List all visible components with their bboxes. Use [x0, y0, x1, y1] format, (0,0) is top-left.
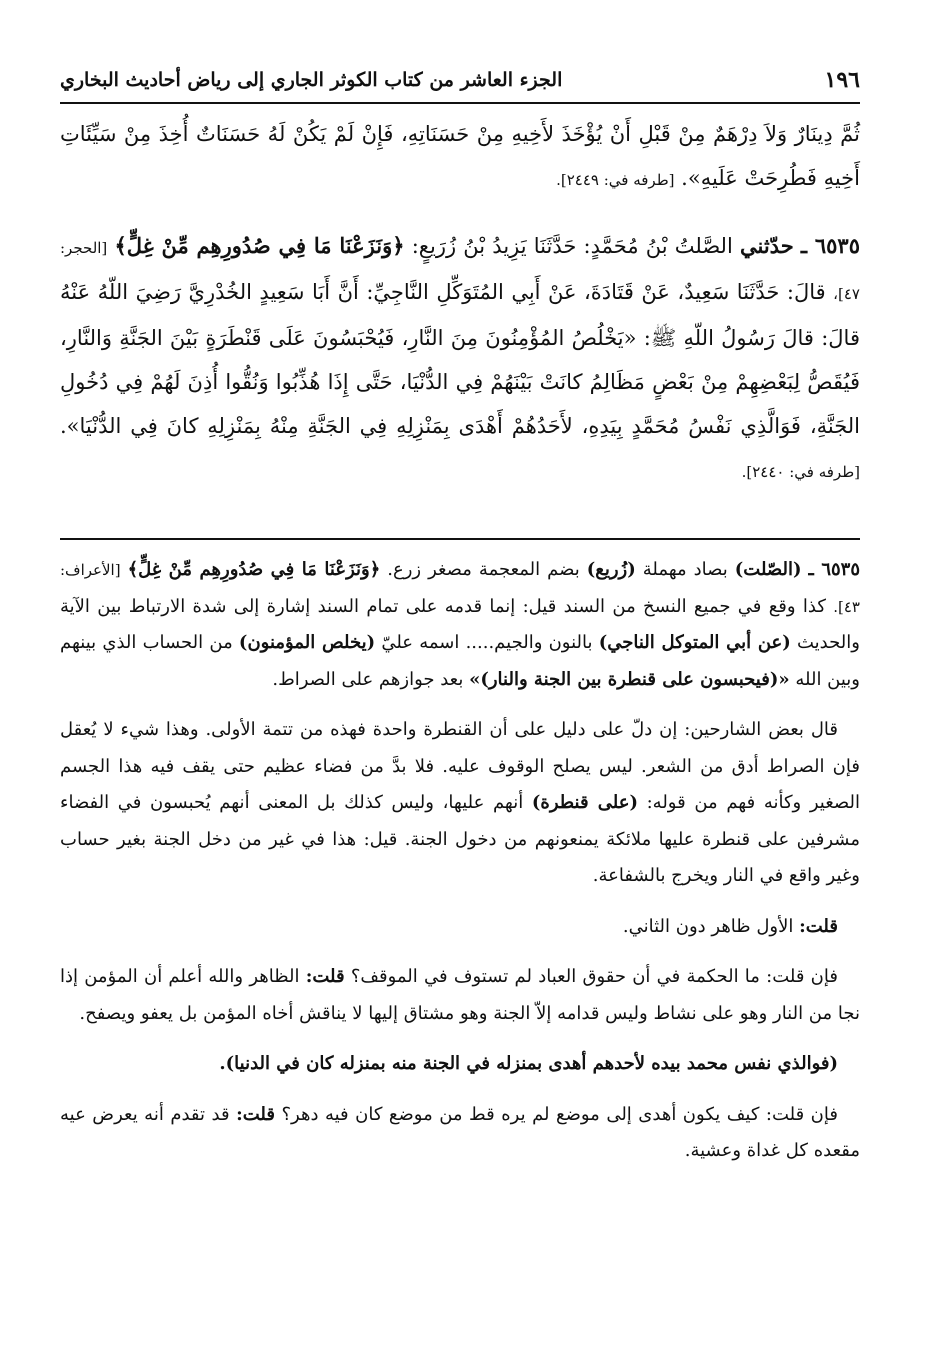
quran-ayah: ﴿وَنَزَعْنَا مَا فِي صُدُورِهِم مِّنْ غِلٍّ﴾ [127, 559, 381, 580]
footnote-separator [60, 538, 860, 540]
reference: [طرفه في: ٢٤٤٩]. [556, 171, 675, 189]
qultu-label: قلت: [236, 1103, 275, 1125]
page-header [60, 60, 860, 100]
narrator-lead: حدّثني [739, 233, 794, 258]
header-rule [60, 102, 860, 104]
commentary-paragraph: فإن قلت: كيف يكون أهدى إلى موضع لم يره قط من موضع كان فيه دهر؟ قلت: قد تقدم أنه يعرض عيه مقعده كل غداة وعشية. [60, 1103, 860, 1161]
page-number: ١٩٦ [824, 67, 860, 93]
commentary-paragraph: قلت: الأول ظاهر دون الثاني. [622, 915, 838, 937]
commentary-paragraph: فإن قلت: ما الحكمة في أن حقوق العباد لم تستوف في الموقف؟ قلت: الظاهر والله أعلم أن المؤمن إذا نجا من النار وهو على نشاط وليس قدامه إلاّ الجنة وهو مشتاق إليها لا يناقش أخاه المؤمن بل يعفو ويصفح. [60, 966, 860, 1024]
commentary-text [60, 552, 860, 1184]
hadith-6535: ٦٥٣٥ ـ حدّثني الصَّلتُ بْنُ مُحَمَّدٍ: حَدَّثَنَا يَزِيدُ بْنُ زُرَيعٍ: ﴿وَنَزَعْنَا مَا فِي صُدُورِهِم مِّنْ غِلٍّ﴾ [الحجر: ٤٧]، قالَ: حَدَّثَنَا سَعِيدٌ، عَنْ قَتَادَةَ، عَنْ أَبِي المُتَوَكِّلِ النَّاجِيِّ: أَنَّ أَبَا سَعِيدٍ الخُدْرِيَّ رَضِيَ اللّهُ عَنْهُ قالَ: قالَ رَسُولُ اللّهِ ﷺ: «يَخْلُصُ المُؤْمِنُونَ مِنَ النَّارِ، فَيُحْبَسُونَ عَلَى قَنْطَرَةٍ بَيْنَ الجَنَّةِ وَالنَّارِ، فَيُقَصُّ لِبَعْضِهِمْ مِنْ بَعْضٍ مَظَالِمُ كانَتْ بَيْنَهُمْ فِي الدُّنْيَا، حَتَّى إِذَا هُذِّبُوا وَنُقُّوا أُذِنَ لَهُمْ فِي دُخُولِ الجَنَّةِ، فَوَالَّذِي نَفْسُ مُحَمَّدٍ بِيَدِهِ، لأَحَدُهُمْ أَهْدَى بِمَنْزِلِهِ فِي الجَنَّةِ مِنْهُ بِمَنْزِلِهِ كانَ فِي الدُّنْيَا». [طرفه في: ٢٤٤٠]. [60, 233, 860, 481]
reference: [طرفه في: ٢٤٤٠]. [741, 463, 860, 481]
hadith-quote: (فوالذي نفس محمد بيده لأحدهم أهدى بمنزله في الجنة منه بمنزله كان في الدنيا). [219, 1053, 838, 1074]
commentary-paragraph [60, 1046, 860, 1083]
qultu-label: قلت: [305, 966, 345, 987]
hadith-text [60, 112, 860, 494]
hadith-number: ٦٥٣٥ ـ [800, 233, 860, 258]
running-title: الجزء العاشر من كتاب الكوثر الجاري إلى رياض أحاديث البخاري [60, 69, 563, 91]
ayah-reference: [الحجر: ٤٧]، [60, 239, 860, 303]
quran-ayah: ﴿وَنَزَعْنَا مَا فِي صُدُورِهِم مِّنْ غِلٍّ﴾ [114, 233, 405, 258]
commentary-paragraph: ٦٥٣٥ ـ (الصّلت) بصاد مهملة (زُريع) بضم المعجمة مصغر زرع. ﴿وَنَزَعْنَا مَا فِي صُدُورِهِم مِّنْ غِلٍّ﴾ [الأعراف: ٤٣]. كذا وقع في جميع النسخ من السند قيل: إنما قدمه على تمام السند إشارة إلى شدة الارتباط بين الآية والحديث (عن أبي المتوكل الناجي) بالنون والجيم..... اسمه عليّ (يخلص المؤمنون) من الحساب الذي بينهم وبين الله «(فيحبسون على قنطرة بين الجنة والنار)» بعد جوازهم على الصراط. [60, 559, 860, 690]
qultu-label: قلت: [799, 915, 838, 937]
commentary-number: ٦٥٣٥ ـ [808, 559, 860, 580]
commentary-paragraph: قال بعض الشارحين: إن دلّ على دليل على أن القنطرة واحدة فهذه من تتمة الأولى. وهذا شيء لا يُعقل فإن الصراط أدق من الشعر. ليس يصلح الوقوف عليه. فلا بدَّ من فضاء عظيم حتى يقف فيه هذا الجسم الصغير وكأنه فهم من قوله: (على قنطرة) أنهم عليها، وليس كذلك بل المعنى أنهم يُحبسون في الفضاء مشرفين على قنطرة عليها ملائكة يمنعونهم من دخول الجنة. قيل: هذا في غير من دخل الجنة بغير حساب وغير واقع في النار ويخرج بالشفاعة. [60, 719, 861, 886]
ayah-reference: [الأعراف: ٤٣]. [60, 561, 860, 616]
hadith-continuation: ثُمَّ دِينَارٌ وَلاَ دِرْهَمٌ مِنْ قَبْلِ أَنْ يُؤْخَذَ لأَخِيهِ مِنْ حَسَنَاتِهِ، فَإِنْ لَمْ يَكُنْ لَهُ حَسَنَاتٌ أُخِذَ مِنْ سَيِّئَاتِ أَخِيهِ فَطُرِحَتْ عَلَيهِ». [طرفه في: ٢٤٤٩]. [60, 122, 860, 190]
